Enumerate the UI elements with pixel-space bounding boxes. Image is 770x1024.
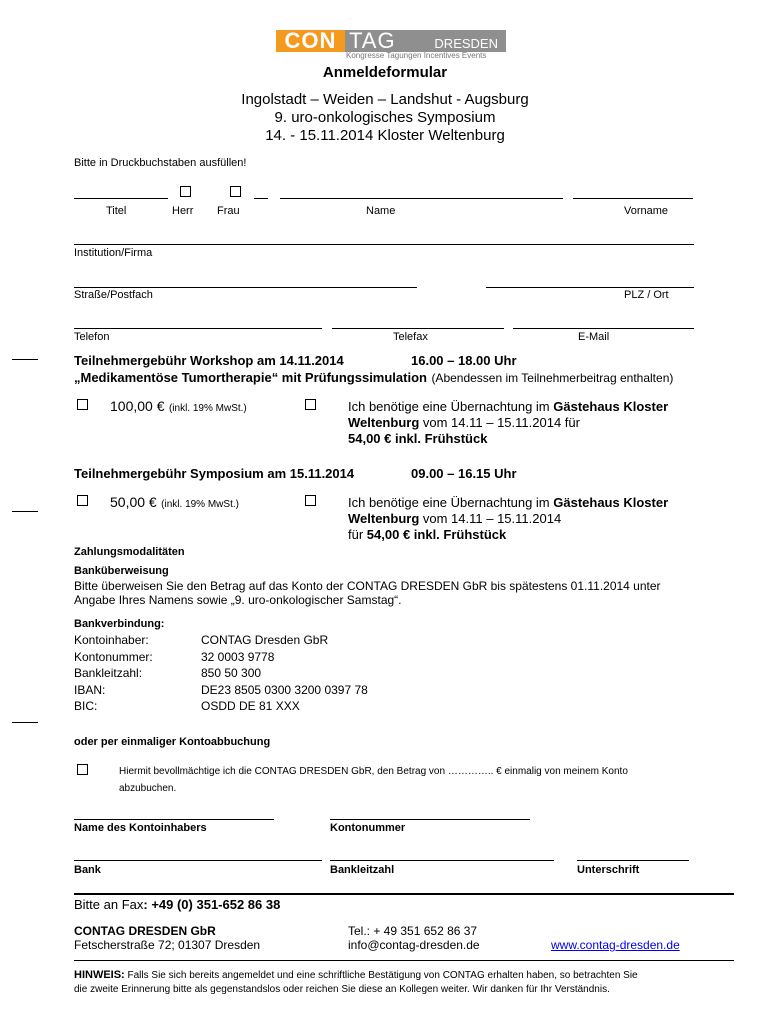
debit-heading: oder per einmaliger Kontoabbuchung [74, 736, 271, 748]
fold-mark [12, 722, 38, 723]
workshop-price-line [110, 398, 247, 416]
telefon-label: Telefon [74, 331, 110, 343]
bank-row-label: BIC: [74, 699, 98, 713]
transfer-text-line1: Bitte überweisen Sie den Betrag auf das Konto der CONTAG DRESDEN GbR bis spätestens 01.11.2014 unter [74, 579, 661, 593]
symposium-price-note: (inkl. 19% MwSt.) [161, 499, 239, 510]
hint-divider [74, 960, 734, 961]
workshop-title: Teilnehmergebühr Workshop am 14.11.2014 [74, 353, 344, 368]
titel-label: Titel [106, 205, 127, 217]
workshop-hotel-price: 54,00 € inkl. Frühstück [348, 431, 488, 446]
symposium-hotel-text [348, 495, 708, 543]
bank-input-line[interactable] [74, 860, 322, 861]
symposium-hotel-price: 54,00 € inkl. Frühstück [366, 527, 507, 542]
separator-line [254, 198, 268, 199]
herr-label: Herr [172, 205, 194, 217]
kontonummer-input-line[interactable] [330, 819, 530, 820]
symposium-hotel-part-c: Weltenburg [348, 511, 420, 526]
logo-con-text: CON [276, 30, 345, 52]
debit-authorization-checkbox[interactable] [77, 764, 88, 775]
bank-row [74, 632, 368, 649]
workshop-hotel-part-a: Ich benötige eine Übernachtung im [348, 399, 554, 414]
frau-label: Frau [217, 205, 240, 217]
hint-line2: die zweite Erinnerung bitte als gegenstandslos oder reichen Sie diese an Kollegen weiter. Wir danken für Ihr Verständnis. [74, 984, 610, 995]
workshop-price-note: (inkl. 19% MwSt.) [168, 403, 247, 414]
symposium-price-line [110, 494, 239, 512]
bank-row-label: Kontonummer: [74, 649, 153, 664]
bank-row-value: DE23 8505 0300 3200 0397 78 [201, 682, 368, 697]
symposium-hotel-part-d: vom 14.11 – 15.11.2014 [419, 511, 562, 526]
transfer-text-line2: Angabe Ihres Namens sowie „9. uro-onkologischer Samstag“. [74, 593, 402, 607]
debit-text-line1: Hiermit bevollmächtige ich die CONTAG DRESDEN GbR, den Betrag von ………….. € einmalig von meinem Konto [119, 766, 628, 777]
herr-checkbox[interactable] [180, 186, 191, 197]
unterschrift-label: Unterschrift [577, 864, 640, 876]
plz-input-line[interactable] [486, 287, 694, 288]
kontoinhaber-label: Name des Kontoinhabers [74, 822, 207, 834]
bankleitzahl-input-line[interactable] [330, 860, 554, 861]
bank-heading: Bankverbindung: [74, 618, 165, 630]
footer-tel: Tel.: + 49 351 652 86 37 [348, 924, 478, 938]
bank-row-label: Kontoinhaber: [74, 633, 149, 647]
bank-row [74, 698, 368, 715]
instructions-text: Bitte in Druckbuchstaben ausfüllen! [74, 157, 247, 169]
workshop-fee-checkbox[interactable] [77, 399, 88, 410]
workshop-subtitle-note: (Abendessen im Teilnehmerbeitrag enthalten) [431, 371, 674, 385]
fax-number: : +49 (0) 351-652 86 38 [143, 897, 281, 912]
name-label: Name [366, 205, 396, 217]
bank-row [74, 649, 368, 666]
vorname-label: Vorname [624, 205, 669, 217]
workshop-price: 100,00 € [110, 398, 165, 414]
workshop-hotel-checkbox[interactable] [305, 399, 316, 410]
contag-logo [276, 30, 506, 60]
fold-mark [12, 359, 38, 360]
fax-line [74, 897, 280, 912]
institution-input-line[interactable] [74, 244, 694, 245]
symposium-price: 50,00 € [110, 494, 157, 510]
logo-city-text: DRESDEN [434, 36, 498, 51]
frau-checkbox[interactable] [230, 186, 241, 197]
workshop-hotel-part-c: Weltenburg [348, 415, 420, 430]
email-label: E-Mail [578, 331, 610, 343]
plz-label: PLZ / Ort [624, 289, 669, 301]
name-input-line[interactable] [280, 198, 563, 199]
logo-subtitle: Kongresse Tagungen Incentives Events [346, 51, 487, 60]
symposium-hotel-part-a: Ich benötige eine Übernachtung im [348, 495, 554, 510]
bank-details-table [74, 632, 368, 715]
bank-row-value: 32 0003 9778 [201, 649, 275, 664]
strasse-label: Straße/Postfach [74, 289, 153, 301]
debit-text-line2: abzubuchen. [119, 783, 177, 794]
bank-row-label: IBAN: [74, 682, 106, 697]
email-input-line[interactable] [513, 328, 694, 329]
fax-label: Bitte an Fax [74, 897, 144, 912]
telefon-input-line[interactable] [74, 328, 322, 329]
bank-row [74, 665, 368, 682]
symposium-hotel-checkbox[interactable] [305, 495, 316, 506]
vorname-input-line[interactable] [573, 198, 693, 199]
symposium-time: 09.00 – 16.15 Uhr [411, 466, 517, 481]
bank-label: Bank [74, 864, 101, 876]
hint-label: HINWEIS: [74, 969, 125, 981]
unterschrift-input-line[interactable] [577, 860, 689, 861]
bank-row-value: OSDD DE 81 XXX [201, 699, 300, 713]
titel-input-line[interactable] [74, 198, 168, 199]
logo-tag-text: TAG [349, 28, 396, 53]
bank-row-value: CONTAG Dresden GbR [201, 633, 329, 647]
telefax-label: Telefax [393, 331, 428, 343]
telefax-input-line[interactable] [332, 328, 504, 329]
workshop-subtitle: „Medikamentöse Tumortherapie“ mit Prüfungssimulation [74, 370, 427, 385]
workshop-time: 16.00 – 18.00 Uhr [411, 353, 517, 368]
header-cities: Ingolstadt – Weiden – Landshut - Augsburg [241, 91, 529, 108]
footer-company: CONTAG DRESDEN GbR [74, 924, 216, 938]
transfer-heading: Banküberweisung [74, 565, 169, 577]
workshop-hotel-text [348, 399, 708, 447]
logo-tag-block [345, 30, 506, 52]
header-symposium: 9. uro-onkologisches Symposium [274, 109, 496, 126]
kontonummer-label: Kontonummer [330, 822, 406, 834]
footer-email[interactable]: info@contag-dresden.de [348, 938, 480, 952]
form-title: Anmeldeformular [322, 64, 448, 81]
kontoinhaber-input-line[interactable] [74, 819, 274, 820]
workshop-hotel-part-d: vom 14.11 – 15.11.2014 für [419, 415, 580, 430]
payment-heading: Zahlungsmodalitäten [74, 546, 185, 558]
bankleitzahl-label: Bankleitzahl [330, 864, 395, 876]
workshop-hotel-part-b: Gästehaus Kloster [553, 399, 669, 414]
hint-text [74, 968, 638, 997]
bank-row-value: 850 50 300 [201, 666, 262, 680]
footer-address: Fetscherstraße 72; 01307 Dresden [74, 938, 261, 952]
institution-label: Institution/Firma [74, 247, 153, 259]
fold-mark [12, 511, 38, 512]
symposium-fee-checkbox[interactable] [77, 495, 88, 506]
strasse-input-line[interactable] [74, 287, 417, 288]
hint-line1: Falls Sie sich bereits angemeldet und eine schriftliche Bestätigung von CONTAG erhalten haben, so betrachten Sie [124, 970, 638, 981]
symposium-title: Teilnehmergebühr Symposium am 15.11.2014 [74, 466, 355, 481]
bank-row-label: Bankleitzahl: [74, 666, 143, 680]
header-date-location: 14. - 15.11.2014 Kloster Weltenburg [265, 127, 505, 144]
symposium-hotel-part-b: Gästehaus Kloster [553, 495, 669, 510]
symposium-hotel-part-e: für [348, 527, 367, 542]
footer-divider [74, 893, 734, 895]
bank-row [74, 682, 368, 699]
footer-website-link[interactable]: www.contag-dresden.de [551, 938, 680, 952]
workshop-subtitle-line [74, 369, 673, 387]
